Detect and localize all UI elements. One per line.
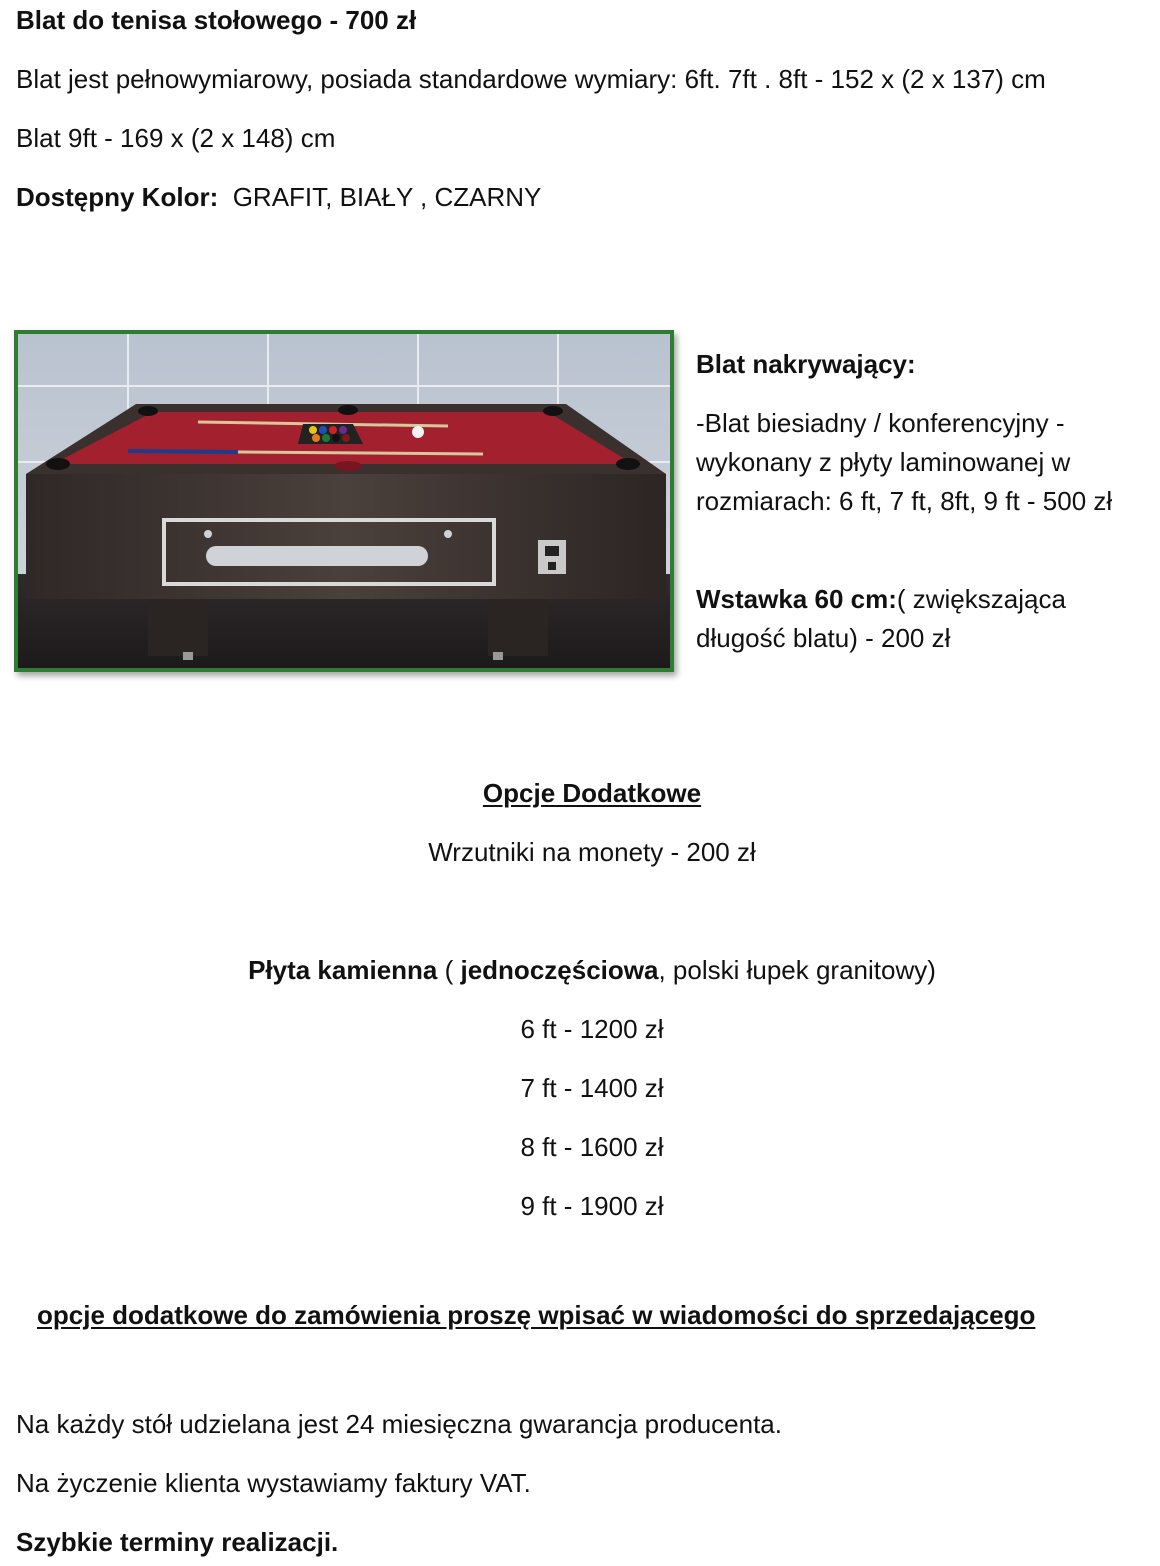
slate-price-8ft: 8 ft - 1600 zł (520, 1132, 664, 1162)
slate-price-6ft: 6 ft - 1200 zł (520, 1014, 664, 1044)
insert-text: ( zwiększająca długość blatu) - 200 zł (696, 584, 1066, 653)
slate-heading: Płyta kamienna ( jednoczęściowa, polski łupek granitowy) (248, 955, 936, 985)
invoice-text: Na życzenie klienta wystawiamy faktury VAT. (16, 1468, 531, 1498)
product-title: Blat do tenisa stołowego - 700 zł (16, 5, 417, 35)
cover-description: -Blat biesiadny / konferencyjny - wykonany z płyty laminowanej w rozmiarach: 6 ft, 7 ft, 8ft, 9 ft - 500 zł (696, 408, 1113, 516)
slate-price-7ft: 7 ft - 1400 zł (520, 1073, 664, 1103)
color-label: Dostępny Kolor: (16, 182, 219, 212)
cover-heading: Blat nakrywający: (696, 349, 916, 379)
order-note: opcje dodatkowe do zamówienia proszę wpisać w wiadomości do sprzedającego (37, 1300, 1036, 1330)
fast-delivery-text: Szybkie terminy realizacji. (16, 1527, 339, 1557)
warranty-text: Na każdy stół udzielana jest 24 miesięczna gwarancja producenta. (16, 1409, 782, 1439)
coin-mechanism-price: Wrzutniki na monety - 200 zł (428, 837, 756, 867)
insert-paragraph (696, 580, 1136, 658)
color-line (16, 181, 541, 213)
extras-heading: Opcje Dodatkowe (482, 778, 702, 808)
pool-table-image (18, 334, 670, 668)
pool-table-photo (14, 330, 674, 672)
insert-label: Wstawka 60 cm: (696, 584, 897, 614)
slate-price-9ft: 9 ft - 1900 zł (520, 1191, 664, 1221)
dimensions-9ft-text: Blat 9ft - 169 x (2 x 148) cm (16, 123, 336, 153)
color-values: GRAFIT, BIAŁY , CZARNY (232, 182, 542, 212)
dimensions-text: Blat jest pełnowymiarowy, posiada standardowe wymiary: 6ft. 7ft . 8ft - 152 x (2 x 137) cm (16, 64, 1046, 94)
